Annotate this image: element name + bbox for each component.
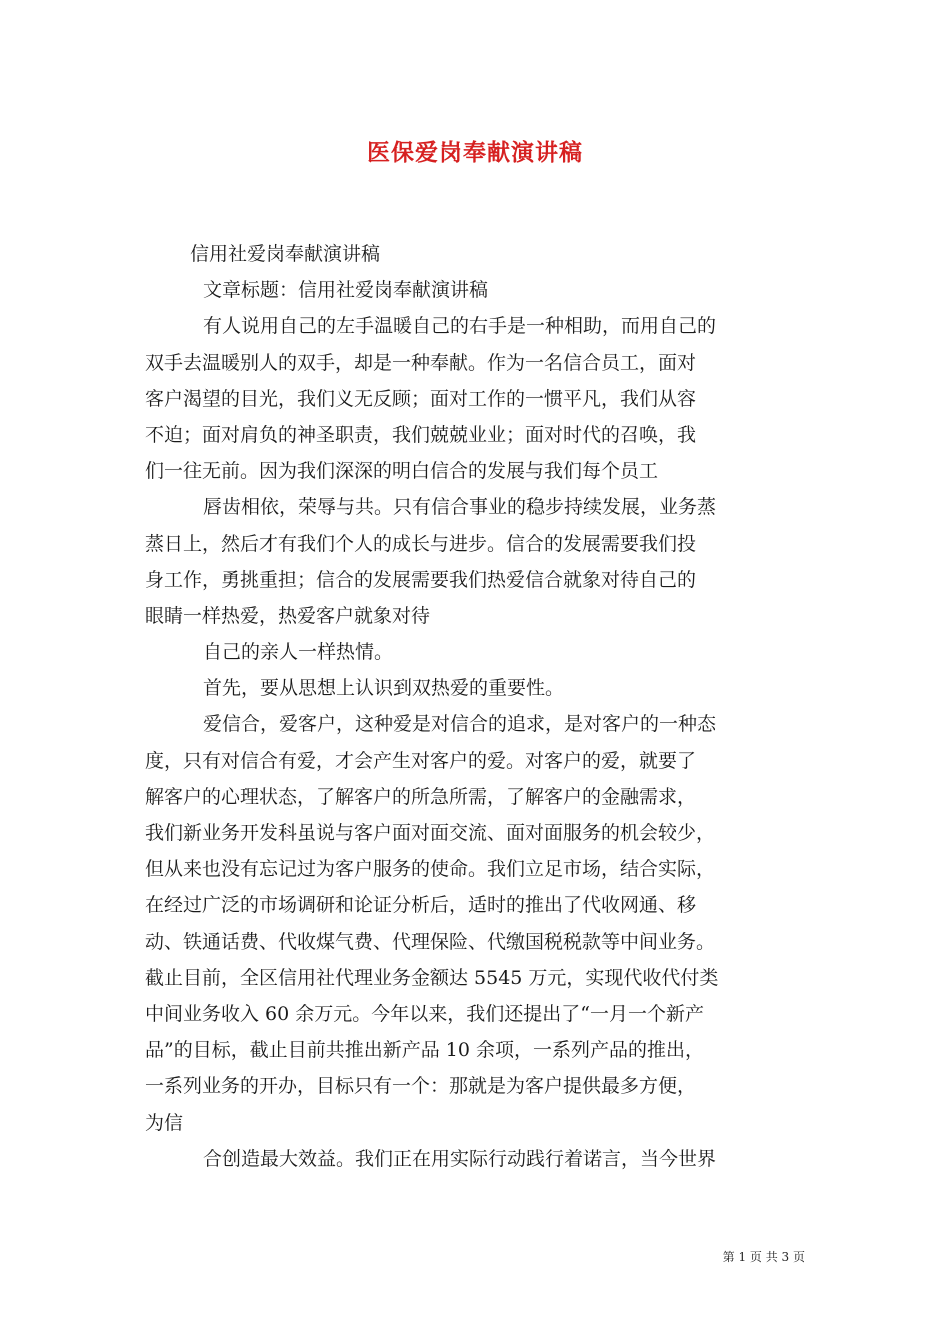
text-line: 在经过广泛的市场调研和论证分析后，适时的推出了代收网通、移: [145, 894, 697, 917]
text-line: 为信: [145, 1111, 184, 1134]
text-line: 合创造最大效益。我们正在用实际行动践行着诺言，当今世界: [203, 1147, 717, 1170]
text-line: 唇齿相依，荣辱与共。只有信合事业的稳步持续发展，业务蒸: [203, 496, 717, 519]
text-line: 有人说用自己的左手温暖自己的右手是一种相助，而用自己的: [203, 315, 717, 338]
text-line: 解客户的心理状态，了解客户的所急所需，了解客户的金融需求，: [145, 785, 697, 808]
text-line: 首先，要从思想上认识到双热爱的重要性。: [203, 677, 565, 700]
text-line: 不迫；面对肩负的神圣职责，我们兢兢业业；面对时代的召唤，我: [145, 423, 697, 446]
page-footer: 第 1 页 共 3 页: [722, 1250, 805, 1264]
text-line: 度，只有对信合有爱，才会产生对客户的爱。对客户的爱，就要了: [145, 749, 697, 772]
document-body: [145, 236, 815, 1177]
text-line: 信用社爱岗奉献演讲稿: [190, 243, 381, 265]
text-line: 们一往无前。因为我们深深的明白信合的发展与我们每个员工: [145, 460, 659, 483]
text-line: 蒸日上，然后才有我们个人的成长与进步。信合的发展需要我们投: [145, 532, 697, 555]
text-line: 双手去温暖别人的双手，却是一种奉献。作为一名信合员工，面对: [145, 351, 697, 374]
text-line: 眼睛一样热爱，热爱客户就象对待: [145, 604, 431, 627]
text-line: 截止目前，全区信用社代理业务金额达 5545 万元，实现代收代付类: [145, 966, 719, 989]
text-line: 文章标题：信用社爱岗奉献演讲稿: [203, 279, 489, 302]
text-line: 身工作，勇挑重担；信合的发展需要我们热爱信合就象对待自己的: [145, 568, 697, 591]
text-line: 爱信合，爱客户，这种爱是对信合的追求，是对客户的一种态: [203, 713, 717, 736]
text-line: 我们新业务开发科虽说与客户面对面交流、面对面服务的机会较少，: [145, 822, 716, 844]
text-line: 品”的目标，截止目前共推出新产品 10 余项，一系列产品的推出，: [145, 1039, 704, 1062]
text-line: 中间业务收入 60 余万元。今年以来，我们还提出了“一月一个新产: [145, 1002, 704, 1025]
text-line: 但从来也没有忘记过为客户服务的使命。我们立足市场，结合实际，: [145, 858, 716, 881]
text-line: 一系列业务的开办，目标只有一个：那就是为客户提供最多方便，: [145, 1075, 697, 1098]
text-line: 自己的亲人一样热情。: [203, 641, 394, 664]
text-line: 动、铁通话费、代收煤气费、代理保险、代缴国税税款等中间业务。: [145, 930, 716, 953]
page-title: 医保爱岗奉献演讲稿: [367, 139, 583, 166]
text-line: 客户渴望的目光，我们义无反顾；面对工作的一惯平凡，我们从容: [145, 387, 697, 410]
